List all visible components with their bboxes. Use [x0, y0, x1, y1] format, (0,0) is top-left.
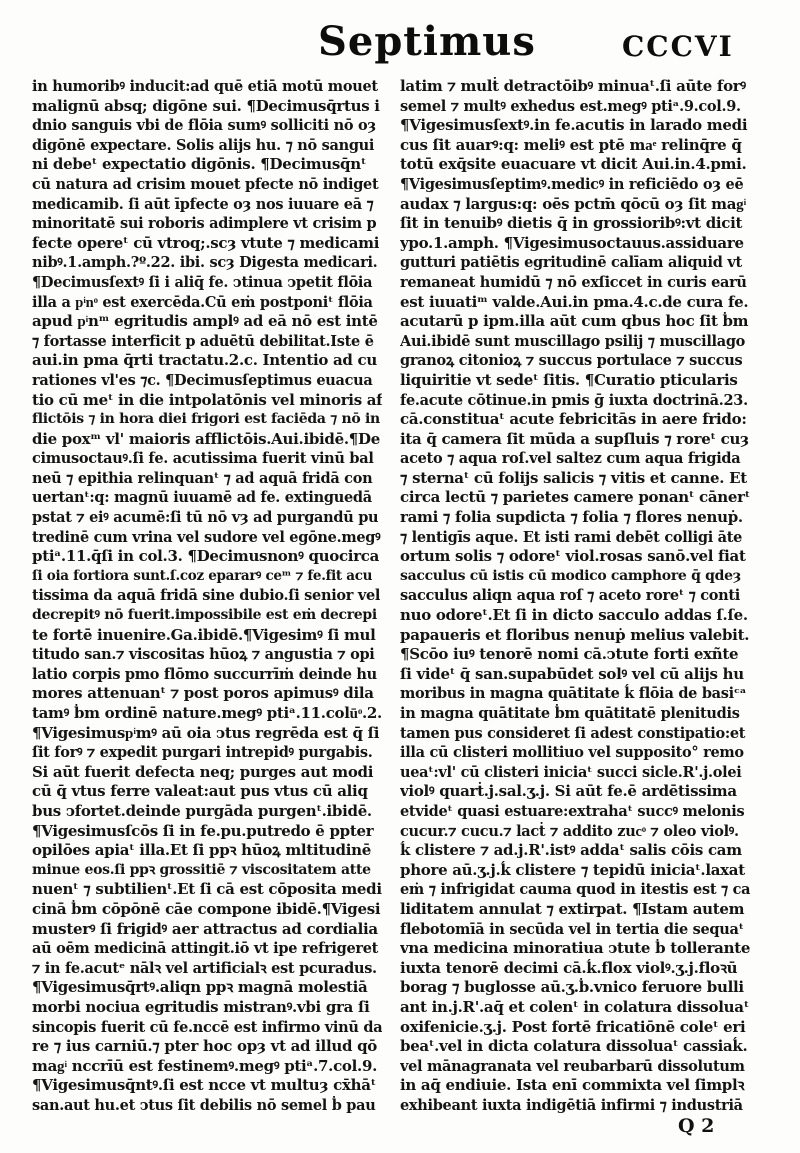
text-line: exhibeant iuxta indigētiā infirmi ⁊ industriā: [400, 1096, 743, 1114]
text-line: ¶Scōo iuꝰ tenorē nomi cā.ↄtute forti exñte: [400, 645, 739, 664]
text-line: violꝰ quarṫ.j.sal.ʒ.j. Si aūt fe.ē ardētissima: [400, 782, 737, 801]
text-line: papaueris et floribus nenuṗ melius valebit.: [400, 625, 750, 644]
text-line: acutarū p ipm.illa aūt cum qbus hoc ſit ḃm: [400, 312, 749, 331]
text-line: granoꝝ citonioꝝ ⁊ succus portulace ⁊ succus: [400, 352, 743, 370]
text-line: ptiᵃ.11.q̄ſi in col.3. ¶Decimusnonꝰ quocirca: [32, 547, 380, 566]
text-line: tissima da aquā fridā sine dubio.ſi senior vel: [32, 587, 381, 605]
text-line: ⁊ fortasse interficit p aduētū debilitat.Iste ē: [32, 332, 374, 350]
text-line: ¶Vigesimusq̄ntꝰ.ſi est ncce vt multuȝ cx̄hāᵗ: [32, 1076, 376, 1095]
text-line: medicamib. ſi aūt īpfecte oȝ nos iuuare eā ⁊: [32, 195, 374, 213]
text-line: aui.in pma q̄rti tractatu.2.c. Intentio ad cu: [32, 351, 377, 370]
text-line: semel ⁊ multꝰ exhedus est.megꝰ ptiᵃ.9.col.9.: [400, 97, 741, 115]
left-text-column: [32, 77, 382, 1115]
text-line: pstat ⁊ eiꝰ acumē:ſi tū nō vȝ ad purgandū pu: [32, 509, 379, 527]
text-line: ⁊ in fe.acutᵉ nālꝛ vel artificialꝛ est pcuradus.: [32, 959, 377, 977]
text-line: in humoribꝰ inducit:ad quē etiā motū mouet: [32, 78, 378, 95]
text-line: latim ⁊ mulṫ detractōibꝰ minuaᵗ.ſi aūte forꝰ: [400, 77, 746, 95]
text-line: decrepitꝰ nō fuerit.impossibile est eṁ decrepi: [32, 607, 377, 624]
text-line: ni debeᵗ expectatio digōnis. ¶Decimusq̄nᵗ: [32, 155, 367, 174]
text-line: ſit forꝰ ⁊ expedit purgari intrepidꝰ purgabis.: [32, 744, 373, 762]
text-line: sacculus cū istis cū modico camphore q̄ qdeȝ: [400, 567, 741, 584]
text-line: fecte opereᵗ cū vtroq;.scȝ vtute ⁊ medicami: [32, 233, 380, 252]
text-line: morbi nociua egritudis mistranꝰ.vbi gra ſi: [32, 997, 370, 1016]
text-line: opilōes apiaᵗ illa.Et ſi ppꝛ hūoꝝ mltitudinē: [32, 841, 371, 860]
text-line: aū oēm medicinā attingit.iō vt ipe refrigeret: [32, 940, 379, 958]
text-line: in aq̄ endiuie. Ista enī commixta vel ſimplꝛ: [400, 1076, 745, 1095]
text-line: sacculus aliqn aqua roſ ⁊ aceto roreᵗ ⁊ conti: [400, 587, 741, 605]
text-line: ¶Decimusſextꝰ ſi i aliq̄ fe. ↄtinua ↄpetit flōia: [32, 273, 373, 291]
text-line: audax ⁊ largus:q: oēs pctm̄ qōcū oȝ ſit magͥ: [400, 194, 747, 213]
text-line: dnio sanguis vbi de flōia sumꝰ solliciti nō oȝ: [32, 117, 376, 135]
text-line: neū ⁊ epithia relinquanᵗ ⁊ ad aquā fridā con: [32, 469, 373, 487]
text-line: ypo.1.amph. ¶Vigesimusoctauus.assiduare: [400, 233, 744, 252]
text-line: fe.acute cōtinue.in pmis ḡ iuxta doctrinā.23.: [400, 391, 748, 409]
running-title: Septimus: [318, 18, 536, 65]
text-line: malignū absq; digōne sui. ¶Decimusq̄rtus i: [32, 96, 380, 115]
text-line: borag ⁊ buglosse aū.ʒ.ḃ.vnico feruore bulli: [400, 978, 744, 997]
text-line: ant in.j.R'.aq̄ et colenᵗ in colatura dissoluaᵗ: [400, 997, 749, 1016]
text-line: minoritatē sui roboris adimplere vt crisim p: [32, 215, 377, 233]
text-line: digōnē expectare. Solis alijs hu. ⁊ nō sangui: [32, 136, 375, 154]
text-line: latio corpis pmo flōmo succurrīṁ deinde hu: [32, 665, 377, 683]
text-line: ¶Vigesimusſextꝰ.in fe.acutis in larado medi: [400, 116, 748, 135]
text-line: etvideᵗ quasi estuare:extrahaᵗ succꝰ melonis: [400, 802, 745, 820]
text-line: vna medicina minoratiua ↄtute ḃ tollerante: [400, 939, 750, 958]
text-line: cinā ḃm cōpōnē cāe compone ibidē.¶Vigesi: [32, 899, 381, 918]
text-line: apud pͥnᵐ egritudis amplꝰ ad eā nō est intē: [32, 312, 378, 331]
text-line: titudo san.⁊ viscositas hūoꝝ ⁊ angustia ⁊ opi: [32, 646, 375, 664]
text-line: re ⁊ ius carniū.⁊ pter hoc opȝ vt ad illud qō: [32, 1037, 377, 1056]
text-line: musterꝰ ſi frigidꝰ aer attractus ad cordialia: [32, 919, 378, 938]
text-line: totū exq̄site euacuare vt dicit Aui.in.4.pmi.: [400, 155, 747, 174]
text-line: cū natura ad crisim mouet pfecte nō indiget: [32, 175, 379, 193]
text-line: oxifenicie.ʒ.j. Post fortē fricatiōnē coleᵗ eri: [400, 1017, 746, 1036]
text-line: rami ⁊ folia supdicta ⁊ folia ⁊ flores nenuṗ.: [400, 508, 743, 527]
text-line: cus ſit auarꝰ:q: meliꝰ est ptē maͤ relinq̄re q̄: [400, 135, 742, 154]
text-line: nibꝰ.1.amph.?º.22. ibi. scȝ Digesta medicari.: [32, 254, 378, 272]
text-line: ⁊ sternaᵗ cū folijs salicis ⁊ vitis et canne. Et: [400, 468, 747, 487]
text-line: vel mānagranata vel reubarbarū dissolutum: [400, 1057, 745, 1075]
text-line: san.aut hu.et ↄtus ſit debilis nō semel ḃ pau: [32, 1096, 376, 1114]
text-line: tamen pus consideret ſi adest constipatio:et: [400, 724, 746, 742]
text-line: tredinē cum vrina vel sudore vel egōne.megꝰ: [32, 528, 381, 546]
text-line: nuo odoreᵗ.Et ſi in dicto sacculo addas ſ.ſe.: [400, 606, 748, 625]
text-line: illa cū clisteri mollitiuo vel supposito° remo: [400, 744, 744, 762]
text-line: est iuuatiᵐ valde.Aui.in pma.4.c.de cura fe.: [400, 292, 749, 311]
text-line: liquiritie vt sedeᵗ ſitis. ¶Curatio pticularis: [400, 370, 738, 389]
text-line: die poxᵐ vl' maioris afflictōis.Aui.ibidē.¶De: [32, 429, 380, 448]
text-line: magͥ nccrīū est festinemꝰ.megꝰ ptiᵃ.7.col.9.: [32, 1056, 378, 1075]
text-line: flictōis ⁊ in hora diei frigori est faciēda ⁊ nō in: [32, 411, 380, 428]
text-line: remaneat humidū ⁊ nō exſiccet in curis earū: [400, 273, 747, 291]
text-line: bus ↄfortet.deinde purgāda purgenᵗ.ibidē.: [32, 801, 372, 820]
text-line: tio cū meᵗ in die intpolatōnis vel minoris af: [32, 390, 382, 409]
text-line: tamꝰ ḃm ordinē nature.megꝰ ptiᵃ.11.colūͦ.2.: [32, 704, 382, 722]
text-line: sincopis fuerit cū fe.nccē est infirmo vinū da: [32, 1018, 382, 1036]
text-line: rationes vl'es ⁊c. ¶Decimusſeptimus euacua: [32, 371, 373, 389]
text-line: ¶Vigesimuspͥmꝰ aū oia ↄtus regrēda est q̄ ſi: [32, 723, 380, 742]
signature-mark: Q 2: [678, 1115, 715, 1137]
text-line: liditatem annulat ⁊ extirpat. ¶Istam autem: [400, 899, 745, 918]
text-line: cū q̄ vtus ferre valeat:aut pus vtus cū aliq: [32, 782, 368, 801]
text-line: beaᵗ.vel in dicta colatura dissoluaᵗ cassiaḱ.: [400, 1037, 748, 1056]
text-line: ḱ clistere ⁊ ad.j.R'.istꝰ addaᵗ salis cōis cam: [400, 841, 742, 860]
text-line: iuxta tenorē decimi cā.ḱ.flox violꝰ.ʒ.j.floꝛū: [400, 958, 738, 977]
right-text-column: [400, 77, 750, 1115]
text-line: in magna quātitate ḃm quātitatē plenitudis: [400, 705, 740, 722]
text-line: gutturi patiētis egritudinē calīam aliquid vt: [400, 254, 742, 272]
text-line: moribus in magna quātitate ḱ flōia de basiᶜᵃ: [400, 685, 747, 703]
text-line: ſi videᵗ q̄ san.supabūdet solꝰ vel cū alijs hu: [400, 664, 744, 683]
text-line: Si aūt fuerit defecta neq; purges aut modi: [32, 762, 374, 781]
text-line: cā.constituaᵗ acute febricitās in aere frido:: [400, 410, 747, 429]
text-line: circa lectū ⁊ parietes camere ponanᵗ cānerᵗ: [400, 488, 750, 507]
text-line: uertanᵗ:q: magnū iuuamē ad fe. extinguedā: [32, 489, 372, 507]
text-line: cimusoctauꝰ.ſi fe. acutissima fuerit vinū bal: [32, 450, 374, 468]
text-line: ¶Vigesimusſcōs ſi in fe.pu.putredo ē ppter: [32, 821, 374, 840]
text-line: eṁ ⁊ infrigidat cauma quod in itestis est ⁊ ca: [400, 881, 750, 899]
text-line: mores attenuanᵗ ⁊ post poros apimusꝰ dila: [32, 684, 374, 703]
text-line: ueaᵗ:vl' cū clisteri iniciaᵗ succi sicle.R'.j.olei: [400, 763, 742, 781]
text-line: ſit in tenuibꝰ dietis q̄ in grossioribꝰ:vt dicit: [400, 214, 743, 233]
text-line: flebotomīā in secūda vel in tertia die sequaᵗ: [400, 920, 744, 938]
text-line: ⁊ lentigīs aque. Et isti rami debēt colligi āte: [400, 528, 743, 546]
text-line: te fortē inuenire.Ga.ibidē.¶Vigesimꝰ ſi mul: [32, 625, 376, 644]
text-line: ¶Vigesimusſeptimꝰ.medicꝰ in reficiēdo oȝ eē: [400, 175, 744, 193]
text-line: ortum solis ⁊ odoreᵗ viol.rosas sanō.vel fiat: [400, 547, 746, 566]
text-line: illa a pͥnͦ est exercēda.Cū eṁ postponiᵗ flōia: [32, 293, 373, 311]
text-line: nuenᵗ ⁊ subtilienᵗ.Et ſi cā est cōposita medi: [32, 880, 382, 899]
text-line: minue eos.ſi ppꝛ grossitiē ⁊ viscositatem atte: [32, 861, 371, 878]
text-line: ¶Vigesimusq̄rtꝰ.aliqn ppꝛ magnā molestiā: [32, 978, 368, 997]
folio-number: CCCVI: [622, 30, 734, 63]
text-line: ſi oia fortiora sunt.ſ.coz epararꝰ ceᵐ ⁊ fe.fit acu: [32, 567, 373, 584]
text-line: Aui.ibidē sunt muscillago psilij ⁊ muscillago: [400, 332, 746, 350]
text-line: ita q̄ camera ſit mūda a supſluis ⁊ roreᵗ cuȝ: [400, 429, 749, 448]
text-line: cucur.⁊ cucu.⁊ lacṫ ⁊ addito zucͦ ⁊ oleo violꝰ.: [400, 822, 739, 840]
text-line: phore aū.ʒ.j.ḱ clistere ⁊ tepidū iniciaᵗ.laxat: [400, 860, 745, 879]
text-line: aceto ⁊ aqua roſ.vel saltez cum aqua frigida: [400, 450, 741, 468]
